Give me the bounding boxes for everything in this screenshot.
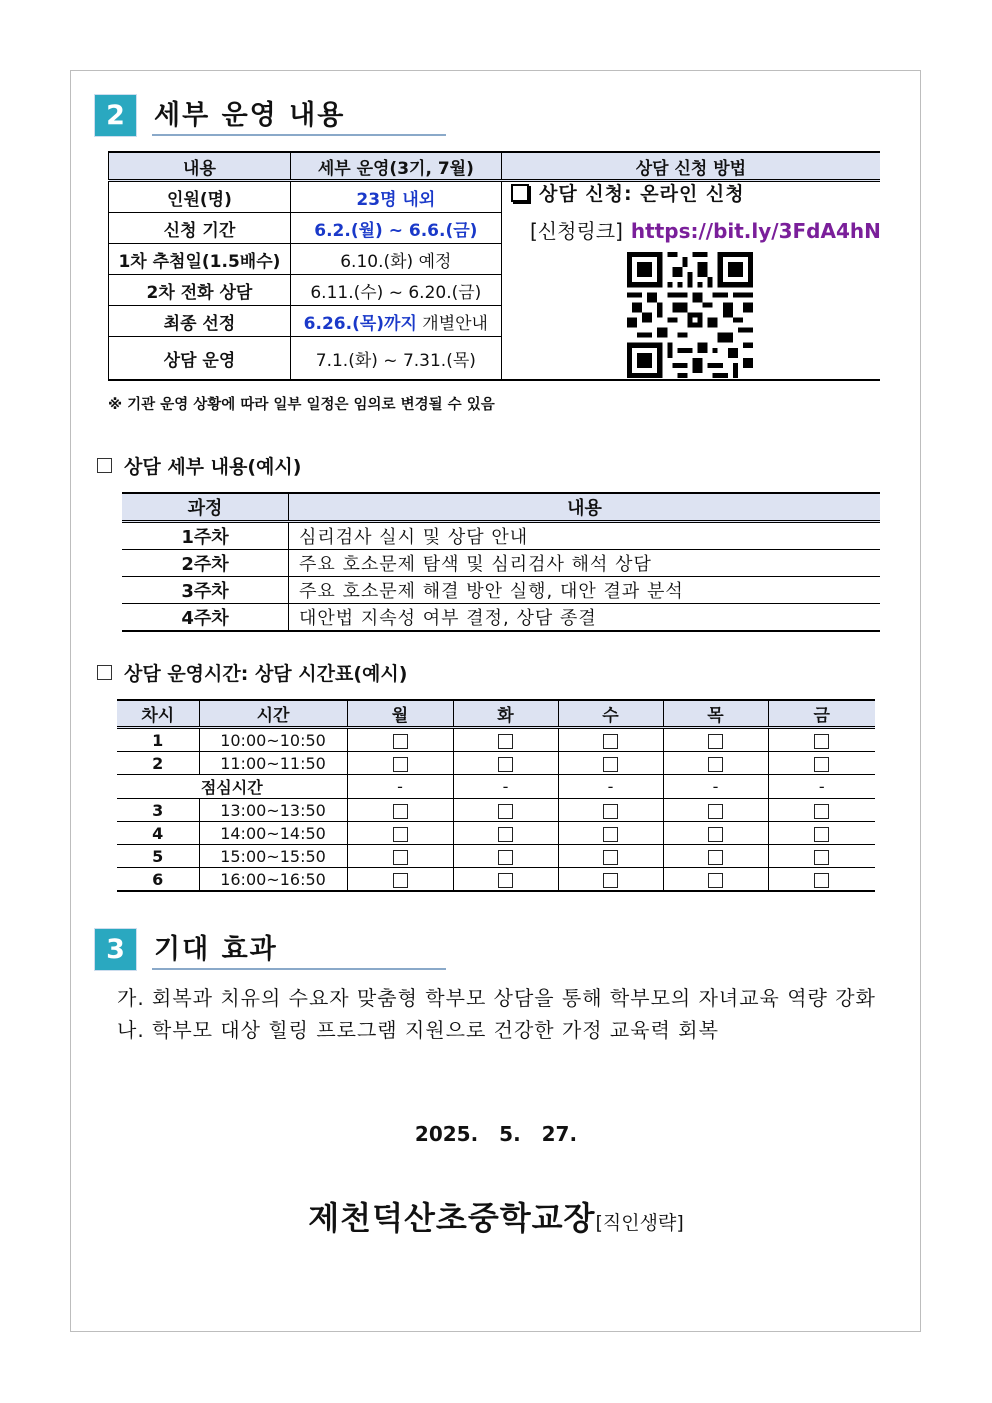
content-cell: 대안법 지속성 여부 결정, 상담 종결 [289, 604, 881, 632]
checkbox-tue[interactable] [498, 827, 513, 842]
row-value: 6.10.(화) 예정 [290, 244, 501, 275]
stage-cell: 3주차 [122, 577, 289, 604]
checkbox-mon[interactable] [393, 804, 408, 819]
checkbox-tue[interactable] [498, 804, 513, 819]
checkbox-thu[interactable] [708, 873, 723, 888]
row-label: 최종 선정 [109, 306, 291, 337]
lunch-dash: - [347, 775, 453, 799]
row-label: 상담 운영 [109, 337, 291, 381]
checkbox-tue[interactable] [498, 757, 513, 772]
checkbox-bullet-icon [97, 665, 112, 680]
schedule-heading [97, 659, 407, 686]
lunch-dash: - [663, 775, 768, 799]
row-value: 23명 내외 [290, 181, 501, 213]
content-cell: 주요 호소문제 해결 방안 실행, 대안 결과 분석 [289, 577, 881, 604]
header-apply: 상담 신청 방법 [501, 152, 880, 181]
final-date: 6.26.(목)까지 [303, 313, 417, 334]
checkbox-fri[interactable] [814, 734, 829, 749]
lunch-dash: - [453, 775, 558, 799]
checkbox-fri[interactable] [814, 804, 829, 819]
final-note: 개별안내 [416, 313, 488, 334]
checkbox-wed[interactable] [603, 757, 618, 772]
session-time: 13:00~13:50 [199, 799, 347, 822]
row-value: 7.1.(화) ~ 7.31.(목) [290, 337, 501, 381]
header-stage: 과정 [122, 493, 289, 522]
checkbox-wed[interactable] [603, 804, 618, 819]
detail-table [122, 492, 880, 632]
lunch-label: 점심시간 [117, 775, 347, 799]
row-value: 6.2.(월) ~ 6.6.(금) [290, 213, 501, 244]
table-row [117, 845, 875, 868]
content-cell: 심리검사 실시 및 상담 안내 [289, 522, 881, 550]
table-row [117, 868, 875, 892]
session-time: 16:00~16:50 [199, 868, 347, 892]
row-label: 인원(명) [109, 181, 291, 213]
header-session: 차시 [117, 700, 199, 728]
table-row [117, 728, 875, 752]
checkbox-mon[interactable] [393, 873, 408, 888]
checkbox-mon[interactable] [393, 850, 408, 865]
table-row [122, 577, 880, 604]
session-time: 15:00~15:50 [199, 845, 347, 868]
table-row [117, 752, 875, 775]
checkbox-thu[interactable] [708, 734, 723, 749]
schedule-heading-text: 상담 운영시간: 상담 시간표(예시) [124, 663, 408, 685]
apply-link-label: [신청링크] [530, 219, 623, 243]
document-date: 2025. 5. 27. [414, 1122, 578, 1146]
checkbox-thu[interactable] [708, 757, 723, 772]
signer-stamp: [직인생략] [595, 1212, 684, 1234]
row-label: 2차 전화 상담 [109, 275, 291, 306]
table-row [117, 799, 875, 822]
session-number: 2 [117, 752, 199, 775]
session-time: 14:00~14:50 [199, 822, 347, 845]
table-row-lunch [117, 775, 875, 799]
header-detail: 세부 운영(3기, 7월) [290, 152, 501, 181]
effects-list [117, 982, 876, 1046]
checkbox-tue[interactable] [498, 850, 513, 865]
section-number: 3 [95, 929, 136, 970]
header-thu: 목 [663, 700, 768, 728]
lunch-dash: - [768, 775, 875, 799]
row-label: 1차 추첨일(1.5배수) [109, 244, 291, 275]
stage-cell: 2주차 [122, 550, 289, 577]
apply-link-url[interactable]: https://bit.ly/3FdA4hN [630, 219, 881, 243]
qr-code-icon[interactable] [627, 252, 753, 378]
signature-line [0, 1193, 992, 1239]
checkbox-tue[interactable] [498, 873, 513, 888]
header-tue: 화 [453, 700, 558, 728]
session-number: 3 [117, 799, 199, 822]
session-number: 5 [117, 845, 199, 868]
checkbox-wed[interactable] [603, 850, 618, 865]
row-label: 신청 기간 [109, 213, 291, 244]
section-2-heading [95, 93, 446, 136]
checkbox-fri[interactable] [814, 827, 829, 842]
checkbox-bullet-icon [511, 184, 529, 202]
schedule-change-note: ※ 기관 운영 상황에 따라 일부 일정은 임의로 변경될 수 있음 [108, 397, 495, 413]
signer-name: 제천덕산초중학교장 [308, 1199, 596, 1237]
detail-heading-text: 상담 세부 내용(예시) [124, 456, 302, 478]
table-row [122, 522, 880, 550]
row-value: 6.11.(수) ~ 6.20.(금) [290, 275, 501, 306]
row-value [290, 306, 501, 337]
checkbox-mon[interactable] [393, 827, 408, 842]
checkbox-mon[interactable] [393, 757, 408, 772]
apply-method-text: 상담 신청: 온라인 신청 [539, 183, 745, 205]
header-wed: 수 [558, 700, 663, 728]
checkbox-tue[interactable] [498, 734, 513, 749]
apply-link-line [530, 215, 881, 244]
checkbox-wed[interactable] [603, 873, 618, 888]
checkbox-mon[interactable] [393, 734, 408, 749]
checkbox-fri[interactable] [814, 850, 829, 865]
header-time: 시간 [199, 700, 347, 728]
session-time: 10:00~10:50 [199, 728, 347, 752]
table-row [122, 550, 880, 577]
section-3-heading [95, 927, 446, 970]
checkbox-fri[interactable] [814, 873, 829, 888]
effect-item: 가. 회복과 치유의 수요자 맞춤형 학부모 상담을 통해 학부모의 자녀교육 역량 강화 [117, 986, 876, 1010]
apply-method-title [511, 179, 745, 206]
header-content: 내용 [109, 152, 291, 181]
stage-cell: 1주차 [122, 522, 289, 550]
operations-table [108, 151, 880, 381]
section-number: 2 [95, 95, 136, 136]
content-cell: 주요 호소문제 탐색 및 심리검사 해석 상담 [289, 550, 881, 577]
checkbox-wed[interactable] [603, 734, 618, 749]
session-number: 4 [117, 822, 199, 845]
effect-item: 나. 학부모 대상 힐링 프로그램 지원으로 건강한 가정 교육력 회복 [117, 1018, 719, 1042]
session-time: 11:00~11:50 [199, 752, 347, 775]
detail-heading [97, 452, 301, 479]
checkbox-thu[interactable] [708, 850, 723, 865]
lunch-dash: - [558, 775, 663, 799]
table-row [122, 604, 880, 632]
session-number: 6 [117, 868, 199, 892]
header-mon: 월 [347, 700, 453, 728]
checkbox-thu[interactable] [708, 827, 723, 842]
section-title: 기대 효과 [152, 927, 446, 970]
checkbox-thu[interactable] [708, 804, 723, 819]
session-number: 1 [117, 728, 199, 752]
checkbox-wed[interactable] [603, 827, 618, 842]
checkbox-bullet-icon [97, 458, 112, 473]
checkbox-fri[interactable] [814, 757, 829, 772]
table-row [117, 822, 875, 845]
header-content: 내용 [289, 493, 881, 522]
header-fri: 금 [768, 700, 875, 728]
schedule-table [117, 699, 875, 892]
stage-cell: 4주차 [122, 604, 289, 632]
section-title: 세부 운영 내용 [152, 93, 446, 136]
